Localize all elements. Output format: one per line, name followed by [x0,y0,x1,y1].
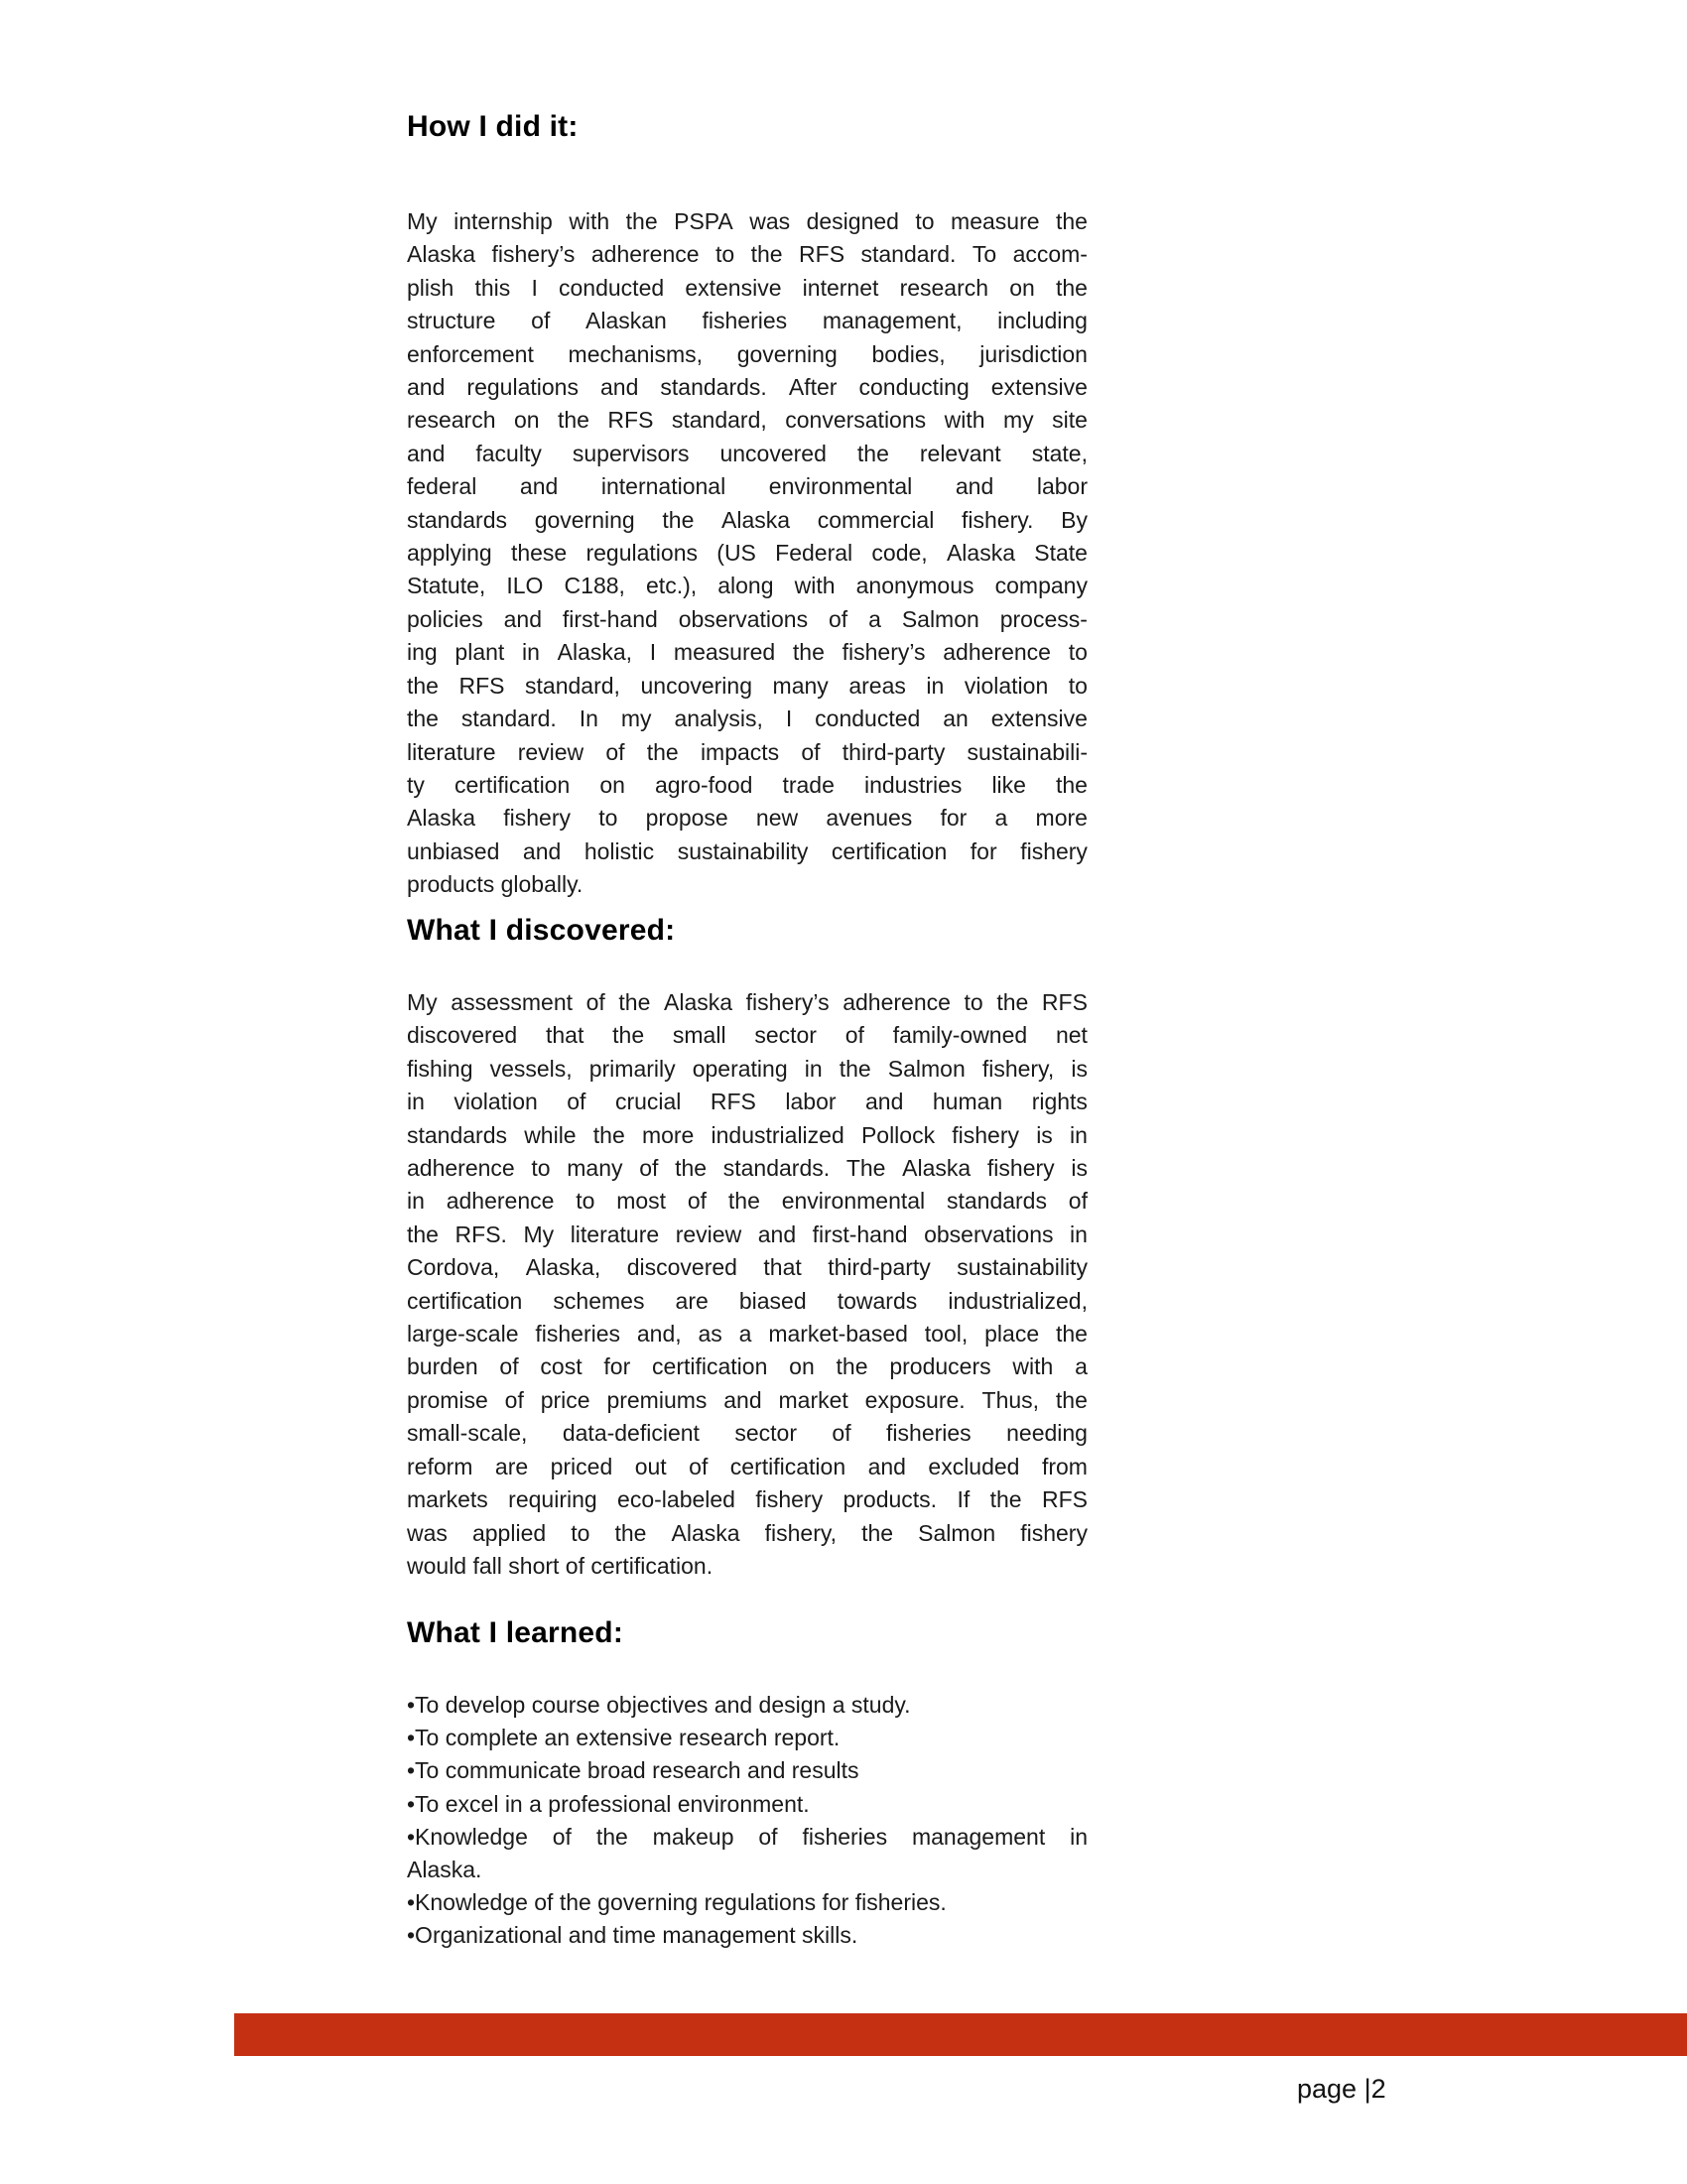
paragraph-what-i-discovered [407,986,1088,1583]
paragraph-line: Statute, ILO C188, etc.), along with anonymous company [407,573,1088,599]
paragraph-line: research on the RFS standard, conversations with my site [407,407,1088,434]
learned-bullet-list [407,1689,1088,1953]
paragraph-line: burden of cost for certification on the producers with a [407,1353,1088,1380]
paragraph-line: standards while the more industrialized Pollock fishery is in [407,1121,1088,1148]
section-heading-what-i-learned: What I learned: [407,1616,624,1649]
list-item: •Knowledge of the makeup of fisheries management in [407,1823,1088,1850]
paragraph-line: ing plant in Alaska, I measured the fishery’s adherence to [407,639,1088,666]
paragraph-line: discovered that the small sector of family-owned net [407,1022,1088,1049]
paragraph-line: literature review of the impacts of third-party sustainabili- [407,738,1088,765]
paragraph-line: would fall short of certification. [407,1552,714,1579]
paragraph-line: small-scale, data-deficient sector of fisheries needing [407,1420,1088,1447]
paragraph-line: the standard. In my analysis, I conducted an extensive [407,706,1088,732]
paragraph-line: ty certification on agro-food trade industries like the [407,771,1088,798]
paragraph-line: in adherence to most of the environmental standards of [407,1188,1088,1215]
list-item: •To develop course objectives and design a study. [407,1692,911,1718]
paragraph-line: Alaska fishery to propose new avenues for a more [407,805,1088,832]
paragraph-how-i-did-it [407,205,1088,902]
list-item: •To complete an extensive research report. [407,1725,841,1751]
paragraph-line: large-scale fisheries and, as a market-based tool, place the [407,1321,1088,1348]
paragraph-line: markets requiring eco-labeled fishery products. If the RFS [407,1486,1088,1513]
paragraph-line: products globally. [407,871,584,898]
paragraph-line: and faculty supervisors uncovered the relevant state, [407,440,1088,466]
paragraph-line: enforcement mechanisms, governing bodies, jurisdiction [407,340,1088,367]
paragraph-line: fishing vessels, primarily operating in the Salmon fishery, is [407,1055,1088,1082]
list-item: •Organizational and time management skills. [407,1922,858,1949]
paragraph-line: policies and first-hand observations of a Salmon process- [407,605,1088,632]
paragraph-line: the RFS. My literature review and first-hand observations in [407,1220,1088,1247]
paragraph-line: structure of Alaskan fisheries management, including [407,308,1088,334]
paragraph-line: standards governing the Alaska commercial fishery. By [407,506,1088,533]
paragraph-line: reform are priced out of certification and excluded from [407,1453,1088,1479]
paragraph-line: applying these regulations (US Federal code, Alaska State [407,540,1088,567]
paragraph-line: Cordova, Alaska, discovered that third-party sustainability [407,1254,1088,1281]
paragraph-line: My assessment of the Alaska fishery’s adherence to the RFS [407,989,1088,1015]
paragraph-line: certification schemes are biased towards industrialized, [407,1287,1088,1314]
page-number-label: page |2 [1297,2074,1386,2104]
paragraph-line: My internship with the PSPA was designed to measure the [407,208,1088,234]
paragraph-line: in violation of crucial RFS labor and human rights [407,1089,1088,1115]
section-heading-what-i-discovered: What I discovered: [407,914,676,947]
bottom-accent-bar [234,2013,1687,2056]
paragraph-line: Alaska fishery’s adherence to the RFS standard. To accom- [407,241,1088,268]
section-heading-how-i-did-it: How I did it: [407,110,579,143]
paragraph-line: and regulations and standards. After conducting extensive [407,374,1088,401]
paragraph-line: unbiased and holistic sustainability certification for fishery [407,837,1088,864]
list-item: Alaska. [407,1857,482,1883]
paragraph-line: plish this I conducted extensive internet research on the [407,274,1088,301]
paragraph-line: federal and international environmental and labor [407,473,1088,500]
paragraph-line: the RFS standard, uncovering many areas in violation to [407,672,1088,699]
paragraph-line: promise of price premiums and market exposure. Thus, the [407,1386,1088,1413]
paragraph-line: was applied to the Alaska fishery, the Salmon fishery [407,1519,1088,1546]
paragraph-line: adherence to many of the standards. The Alaska fishery is [407,1155,1088,1182]
list-item: •To communicate broad research and results [407,1757,859,1784]
list-item: •To excel in a professional environment. [407,1790,810,1817]
list-item: •Knowledge of the governing regulations for fisheries. [407,1889,947,1916]
